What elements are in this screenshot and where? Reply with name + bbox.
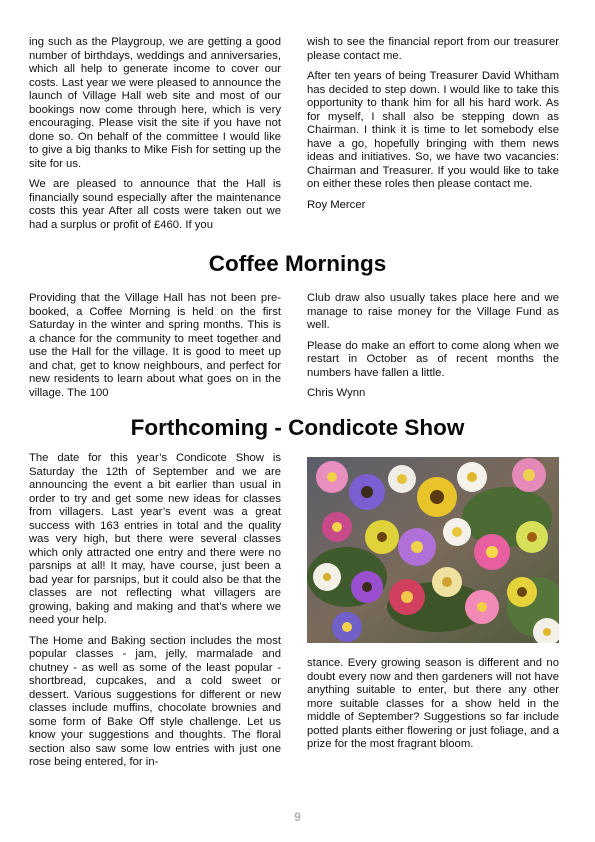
show-right-column [307,657,559,759]
signature: Roy Mercer [307,198,366,211]
intro-left-column [29,36,281,239]
page-number: 9 [294,810,301,824]
paragraph: Please do make an effort to come along when we restart in October as of recent months the numbers have fallen a little. [307,339,559,379]
show-left-column [29,452,281,777]
condicote-show-heading: Forthcoming - Condicote Show [130,415,465,440]
intro-right-column [307,36,559,219]
paragraph: Club draw also usually takes place here and we manage to raise money for the Village Fund as well. [307,292,559,331]
coffee-left-column [29,292,281,407]
paragraph: wish to see the financial report from our treasurer please contact me. [307,36,559,62]
coffee-mornings-heading: Coffee Mornings [208,251,387,276]
paragraph: The Home and Baking section includes the most popular classes - jam, jelly, marmalade and chutney - as well as some of the least popular - shortbread, cupcakes, and a cold sweet or dessert. Various suggestions for different or new classes include muffins, chocolate brownies and some form of Bake Off style challenge. Let us know your suggestions and thoughts. The floral section also saw some low entries with just one rose being entered, for in- [29,634,281,768]
paragraph: stance. Every growing season is different and no doubt every now and then gardeners will not have anything suitable to enter, but there any other more suitable classes for a show held in the middle of September? Suggestions so far include potted plants either flowering or just foliage, and a prize for the most fragrant bloom. [307,657,559,750]
flowers-photo [307,457,559,643]
paragraph: The date for this year’s Condicote Show is Saturday the 12th of September and we are announcing the event a bit earlier than usual in order to try and get some new ideas for classes from villagers. Last year’s event was a great success with 163 entries in total and the quality was very high, but there were several classes which only attracted one entry and there were no parsnips at all! It may, have course, just been a bad year for parsnips, but it could also be that the classes are not reflecting what villagers are growing, baking and making and that’s where we need your help. [29,452,281,626]
paragraph: After ten years of being Treasurer David Whitham has decided to step down. I would like to take this opportunity to thank him for all his hard work. As for myself, I shall also be stepping down as Chairman. I think it is time to let somebody else have a go, hopefully bringing with them news ideas and initiatives. So, we have two vacancies: Chairman and Treasurer. If you would like to take on either these roles then please contact me. [307,70,559,190]
paragraph: Providing that the Village Hall has not been pre-booked, a Coffee Morning is held on the first Saturday in the winter and spring months. This is a chance for the community to meet together and use the Hall for the village. It is good to meet up and chat, get to know neighbours, and perfect for new residents to learn about what goes on in the village. The 100 [29,292,281,399]
coffee-right-column [307,292,559,408]
paragraph: ing such as the Playgroup, we are getting a good number of birthdays, weddings and anniversaries, which all help to generate income to cover our costs. Last year we were pleased to announce the launch of Village Hall web site and most of our bookings now come through here, which is very encouraging. Please visit the site if you have not done so. On behalf of the committee I would like to give a big thanks to Mike Fish for setting up the site for us. [29,36,281,170]
signature: Chris Wynn [307,387,366,399]
paragraph: We are pleased to announce that the Hall is financially sound especially after the maintenance costs this year After all costs were taken out we had a surplus or profit of £460. If you [29,178,281,231]
flowers-illustration [307,457,559,643]
